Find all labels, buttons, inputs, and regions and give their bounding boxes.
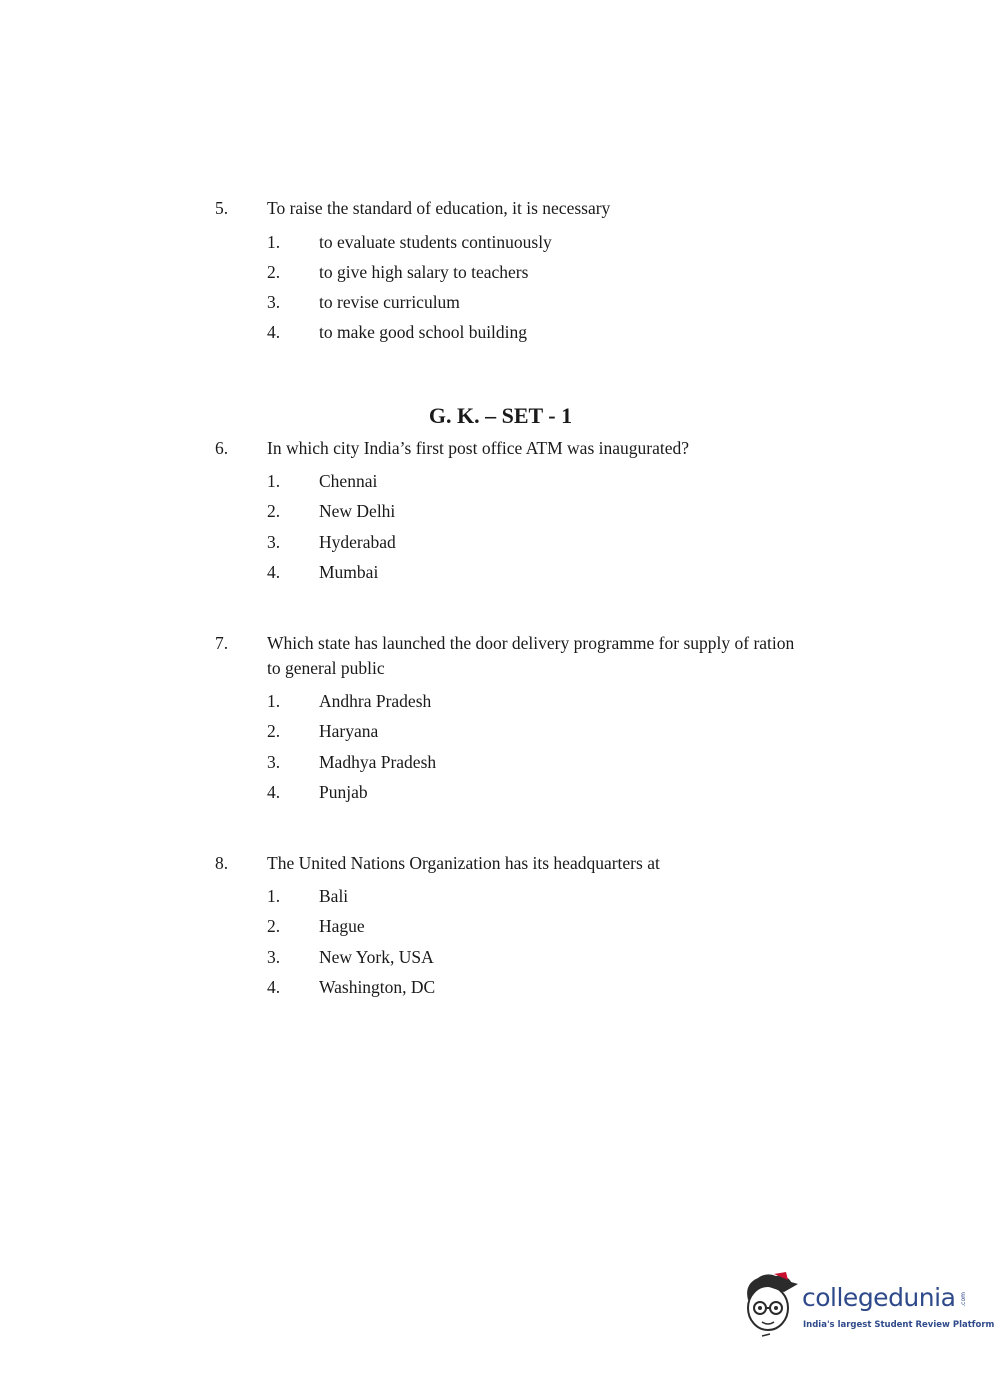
logo-tagline: India's largest Student Review Platform (803, 1320, 995, 1330)
option-number: 1. (267, 232, 281, 252)
option-number: 1. (267, 471, 281, 491)
option-item (0, 289, 1001, 315)
option-number: 3. (267, 292, 281, 312)
question-text: To raise the standard of education, it is necessary (267, 198, 611, 218)
logo-wordmark: collegedunia (802, 1283, 956, 1312)
option-item (0, 468, 1001, 494)
option-text: to revise curriculum (319, 292, 460, 312)
option-item (0, 718, 1001, 744)
option-item (0, 974, 1001, 1000)
option-item (0, 913, 1001, 939)
mascot-icon (740, 1270, 804, 1340)
option-item (0, 559, 1001, 585)
option-item (0, 259, 1001, 285)
option-number: 3. (267, 532, 281, 552)
option-item (0, 749, 1001, 775)
question-number: 7. (215, 633, 229, 653)
option-text: Andhra Pradesh (319, 691, 432, 711)
section-title: G. K. – SET - 1 (428, 403, 573, 428)
option-number: 3. (267, 947, 281, 967)
option-text: Madhya Pradesh (319, 752, 437, 772)
option-item (0, 319, 1001, 345)
question-number: 6. (215, 438, 229, 458)
option-number: 2. (267, 501, 281, 521)
option-text: New Delhi (319, 501, 396, 521)
option-item (0, 498, 1001, 524)
option-number: 2. (267, 262, 281, 282)
option-text: Hyderabad (319, 532, 396, 552)
option-number: 4. (267, 977, 281, 997)
option-number: 2. (267, 721, 281, 741)
question-text: Which state has launched the door delivery programme for supply of ration to general public (267, 633, 795, 678)
option-text: Punjab (319, 782, 368, 802)
collegedunia-logo (740, 1270, 995, 1340)
question-number: 8. (215, 853, 229, 873)
option-text: to give high salary to teachers (319, 262, 529, 282)
option-item (0, 529, 1001, 555)
option-text: Mumbai (319, 562, 379, 582)
option-text: New York, USA (319, 947, 434, 967)
option-number: 1. (267, 691, 281, 711)
question-number: 5. (215, 198, 229, 218)
option-text: Washington, DC (319, 977, 436, 997)
option-text: Chennai (319, 471, 378, 491)
option-number: 3. (267, 752, 281, 772)
option-item (0, 779, 1001, 805)
option-item (0, 688, 1001, 714)
option-number: 4. (267, 562, 281, 582)
logo-suffix: .com (960, 1292, 967, 1307)
option-number: 4. (267, 782, 281, 802)
question-text: In which city India’s first post office ATM was inaugurated? (267, 438, 690, 458)
option-text: to make good school building (319, 322, 528, 342)
option-text: to evaluate students continuously (319, 232, 552, 252)
option-item (0, 944, 1001, 970)
question-text: The United Nations Organization has its headquarters at (267, 853, 660, 873)
option-number: 1. (267, 886, 281, 906)
option-item (0, 229, 1001, 255)
option-number: 2. (267, 916, 281, 936)
option-text: Hague (319, 916, 365, 936)
option-text: Haryana (319, 721, 379, 741)
option-number: 4. (267, 322, 281, 342)
option-item (0, 883, 1001, 909)
option-text: Bali (319, 886, 349, 906)
